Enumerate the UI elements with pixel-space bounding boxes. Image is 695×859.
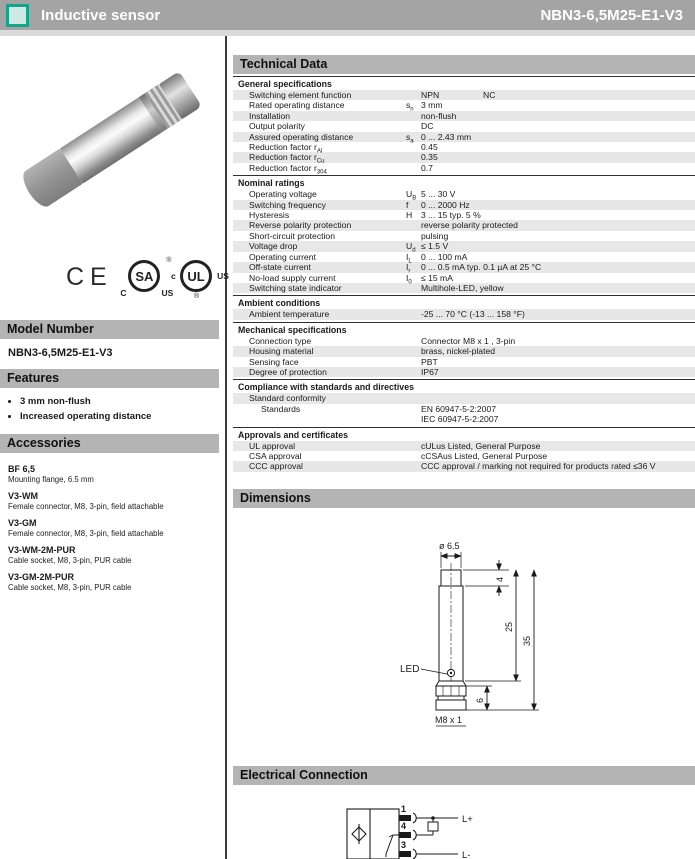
spec-symbol: $s_n$ (406, 100, 414, 114)
spec-value-line: Multihole-LED, yellow (421, 282, 504, 293)
spec-symbol: $I_r$ (406, 262, 411, 275)
spec-row (233, 121, 695, 131)
spec-symbol-subscript: B (412, 195, 417, 202)
spec-section-header: Mechanical specifications (233, 322, 695, 336)
spec-symbol (406, 393, 421, 403)
spec-value (421, 111, 695, 121)
dimension-diagram (399, 538, 579, 753)
spec-value (421, 441, 695, 451)
wiring-diagram (343, 801, 483, 859)
spec-symbol (406, 220, 421, 230)
pin4-label: 4 (401, 820, 407, 831)
spec-row (233, 404, 695, 425)
spec-value (421, 163, 695, 173)
spec-value (421, 283, 695, 293)
spec-symbol (406, 441, 421, 451)
spec-label: Reduction factor $r_{304}$ (249, 162, 327, 176)
ce-mark-icon: CE (66, 262, 113, 291)
dim-tip-label: 4 (495, 576, 505, 582)
spec-label: Hysteresis (249, 210, 290, 221)
spec-value-line: 0.45 (421, 142, 438, 153)
spec-value (421, 336, 695, 346)
ul-mark-icon: UL c US ® (178, 258, 216, 296)
spec-value (421, 90, 695, 100)
spec-label: Switching state indicator (249, 282, 342, 293)
spec-value-line: non-flush (421, 110, 457, 121)
spec-symbol: $U_d$ (406, 241, 416, 254)
spec-value-secondary: NC (483, 90, 496, 100)
spec-row (233, 210, 695, 220)
spec-symbol-subscript: 0 (408, 279, 412, 286)
spec-row (233, 100, 695, 114)
spec-value-line: DC (421, 121, 434, 132)
spec-label: Assured operating distance (249, 131, 354, 142)
spec-value-line: 0.7 (421, 162, 433, 173)
spec-symbol (406, 231, 421, 241)
dimensions-drawing (233, 508, 695, 766)
feature-item: • Increased operating distance (20, 409, 219, 424)
spec-row (233, 283, 695, 293)
spec-value (421, 100, 695, 110)
accessory-desc: Mounting flange, 6.5 mm (8, 475, 94, 484)
supply-minus-label: L- (462, 849, 471, 859)
spec-label: Operating voltage (249, 189, 317, 200)
dim-diameter-label: ø 6.5 (439, 540, 460, 551)
spec-row (233, 142, 695, 155)
spec-value-line: NPN (421, 90, 440, 100)
spec-symbol (406, 90, 421, 100)
spec-value (421, 142, 695, 152)
supply-plus-label: L+ (462, 813, 473, 825)
spec-value-line: PBT (421, 356, 438, 367)
led-label: LED (400, 663, 420, 675)
spec-symbol (406, 451, 421, 461)
product-category-title: Inductive sensor (41, 6, 161, 24)
csa-reg-symbol: ® (166, 257, 172, 264)
accessory-name: V3-GM-2M-PUR (8, 572, 75, 582)
spec-label: UL approval (249, 440, 296, 451)
spec-value (421, 200, 695, 210)
spec-row (233, 131, 695, 145)
spec-label: Operating current (249, 251, 316, 262)
spec-section-header: Approvals and certificates (233, 427, 695, 441)
spec-symbol-subscript: d (412, 248, 416, 254)
spec-section-header: Nominal ratings (233, 175, 695, 189)
spec-value (421, 262, 695, 272)
spec-section-header: General specifications (233, 76, 695, 90)
spec-value (421, 189, 695, 199)
spec-value (421, 461, 695, 471)
spec-label: Reduction factor $r_{Al}$ (249, 142, 323, 155)
spec-row (233, 451, 695, 461)
spec-value (421, 357, 695, 367)
ul-c-label: c (170, 271, 176, 281)
spec-value-line: ≤ 1.5 V (421, 241, 449, 252)
spec-value-line: pulsing (421, 230, 449, 241)
spec-label: Sensing face (249, 356, 299, 367)
spec-value-line: EN 60947-5-2:2007 (421, 403, 497, 414)
spec-symbol (406, 152, 421, 162)
spec-value (421, 346, 695, 356)
spec-label: Off-state current (249, 262, 311, 273)
spec-symbol (406, 121, 421, 131)
spec-symbol: f (406, 199, 409, 210)
spec-label: Reverse polarity protection (249, 220, 352, 231)
spec-value-line: -25 ... 70 °C (-13 ... 158 °F) (421, 309, 525, 320)
spec-label: Standards (261, 403, 301, 414)
spec-symbol (406, 461, 421, 471)
spec-row (233, 231, 695, 241)
electrical-diagram (233, 785, 695, 859)
spec-row (233, 346, 695, 356)
accessory-desc: Female connector, M8, 3-pin, field attachable (8, 529, 164, 538)
spec-value-line: reverse polarity protected (421, 220, 518, 231)
csa-c-label: C (120, 288, 127, 298)
spec-symbol-subscript: n (410, 107, 414, 114)
spec-value-line: 5 ... 30 V (421, 189, 456, 200)
certification-logos (66, 248, 229, 306)
spec-symbol (406, 142, 421, 152)
spec-value (421, 210, 695, 220)
spec-symbol: H (406, 210, 413, 221)
spec-row (233, 441, 695, 451)
spec-label-subscript: 304 (316, 169, 327, 176)
spec-value-line: brass, nickel-plated (421, 346, 496, 357)
spec-value (421, 220, 695, 230)
spec-value-line: cULus Listed, General Purpose (421, 440, 541, 451)
spec-label: Degree of protection (249, 366, 327, 377)
spec-value-line: IP67 (421, 366, 439, 377)
spec-label: Switching frequency (249, 199, 326, 210)
accessories-list (0, 453, 219, 592)
spec-symbol (406, 346, 421, 356)
spec-row (233, 111, 695, 121)
product-photo (0, 42, 219, 240)
spec-value (421, 393, 695, 403)
spec-value-line: Connector M8 x 1 , 3-pin (421, 335, 516, 346)
spec-value (421, 273, 695, 283)
spec-value (421, 404, 695, 425)
spec-value-line: 3 mm (421, 100, 443, 111)
features-list (0, 388, 219, 434)
spec-value-line: 0 ... 2000 Hz (421, 199, 470, 210)
accessory-name: BF 6,5 (8, 464, 36, 474)
spec-row (233, 90, 695, 100)
spec-row (233, 272, 695, 286)
spec-value (421, 252, 695, 262)
spec-symbol (406, 283, 421, 293)
spec-value (421, 451, 695, 461)
electrical-section-header: Electrical Connection (233, 766, 695, 785)
spec-row (233, 200, 695, 210)
technical-data-section-header: Technical Data (233, 55, 695, 74)
spec-label-subscript: Al (316, 148, 323, 155)
pin1-label: 1 (401, 803, 407, 814)
spec-symbol (406, 309, 421, 319)
spec-value-line: 3 ... 15 typ. 5 % (421, 210, 481, 221)
csa-mark-icon: SA C US ® (120, 257, 174, 298)
spec-value (421, 132, 695, 142)
csa-us-label: US (161, 288, 174, 298)
dim-body-label: 25 (504, 621, 514, 632)
spec-symbol (406, 336, 421, 346)
spec-symbol: $I_0$ (406, 272, 412, 286)
spec-value-line: cCSAus Listed, General Purpose (421, 450, 548, 461)
spec-label: CSA approval (249, 450, 302, 461)
spec-row (233, 393, 695, 403)
model-number-value: NBN3-6,5M25-E1-V3 (8, 347, 113, 359)
model-number-section-header: Model Number (0, 320, 219, 339)
spec-label: Ambient temperature (249, 309, 330, 320)
ul-reg-symbol: ® (193, 293, 200, 300)
pin3-label: 3 (401, 839, 407, 850)
accessory-desc: Cable socket, M8, 3-pin, PUR cable (8, 556, 132, 565)
spec-value-line: CCC approval / marking not required for products rated ≤36 V (421, 461, 656, 472)
left-column (0, 36, 227, 859)
accessory-name: V3-GM (8, 518, 37, 528)
sensor-cylinder-image (18, 71, 202, 211)
dim-connector-label: 6 (475, 697, 485, 703)
header-model-number: NBN3-6,5M25-E1-V3 (540, 6, 683, 24)
accessory-name: V3-WM-2M-PUR (8, 545, 76, 555)
spec-value-line: 0 ... 0.5 mA typ. 0.1 µA at 25 °C (421, 262, 542, 273)
ul-us-label: US (217, 271, 229, 281)
spec-section-header: Compliance with standards and directives (233, 379, 695, 393)
spec-row (233, 357, 695, 367)
page-header (0, 0, 695, 30)
thread-label: M8 x 1 (435, 714, 463, 725)
spec-row (233, 262, 695, 275)
spec-value-line: 0.35 (421, 152, 438, 163)
spec-label-subscript: Cu (316, 159, 325, 166)
spec-label: Output polarity (249, 121, 305, 132)
accessory-name: V3-WM (8, 491, 38, 501)
spec-row (233, 152, 695, 166)
spec-symbol (406, 404, 421, 425)
spec-row (233, 189, 695, 202)
spec-symbol: $U_B$ (406, 189, 417, 202)
spec-symbol-subscript: L (408, 258, 412, 265)
features-section-header: Features (0, 369, 219, 388)
spec-row (233, 367, 695, 377)
spec-symbol (406, 367, 421, 377)
spec-value-line: 0 ... 100 mA (421, 251, 468, 262)
spec-value (421, 152, 695, 162)
spec-value (421, 121, 695, 131)
right-column (233, 36, 695, 859)
dim-total-label: 35 (522, 635, 532, 646)
spec-row (233, 220, 695, 230)
spec-symbol-subscript: r (408, 268, 411, 275)
spec-value-line: IEC 60947-5-2:2007 (421, 414, 499, 425)
spec-section-header: Ambient conditions (233, 295, 695, 309)
spec-row (233, 336, 695, 346)
technical-data-table (233, 76, 695, 472)
spec-symbol: $s_a$ (406, 131, 414, 145)
spec-symbol (406, 111, 421, 121)
feature-item: • 3 mm non-flush (20, 394, 219, 409)
spec-label: Short-circuit protection (249, 230, 335, 241)
spec-row (233, 241, 695, 254)
brand-logo-icon (6, 4, 29, 27)
spec-label: Housing material (249, 346, 314, 357)
spec-label: No-load supply current (249, 272, 336, 283)
spec-value-line: ≤ 15 mA (421, 272, 453, 283)
spec-value-line: 0 ... 2.43 mm (421, 131, 472, 142)
spec-symbol: $I_L$ (406, 251, 412, 265)
spec-label: Rated operating distance (249, 100, 345, 111)
spec-label: Connection type (249, 335, 312, 346)
accessory-desc: Cable socket, M8, 3-pin, PUR cable (8, 583, 132, 592)
spec-label: CCC approval (249, 461, 303, 472)
spec-value (421, 309, 695, 319)
accessories-section-header: Accessories (0, 434, 219, 453)
spec-row (233, 461, 695, 471)
spec-symbol (406, 357, 421, 367)
accessory-desc: Female connector, M8, 3-pin, field attachable (8, 502, 164, 511)
spec-label: Switching element function (249, 90, 352, 100)
spec-label: Voltage drop (249, 241, 298, 252)
spec-label: Reduction factor $r_{Cu}$ (249, 152, 325, 166)
spec-row (233, 309, 695, 319)
spec-label: Standard conformity (249, 393, 326, 404)
spec-value (421, 231, 695, 241)
spec-value (421, 367, 695, 377)
spec-symbol (406, 163, 421, 173)
spec-symbol-subscript: a (410, 138, 414, 145)
spec-value (421, 241, 695, 251)
spec-row (233, 251, 695, 265)
spec-label: Installation (249, 110, 291, 121)
dimensions-section-header: Dimensions (233, 489, 695, 508)
